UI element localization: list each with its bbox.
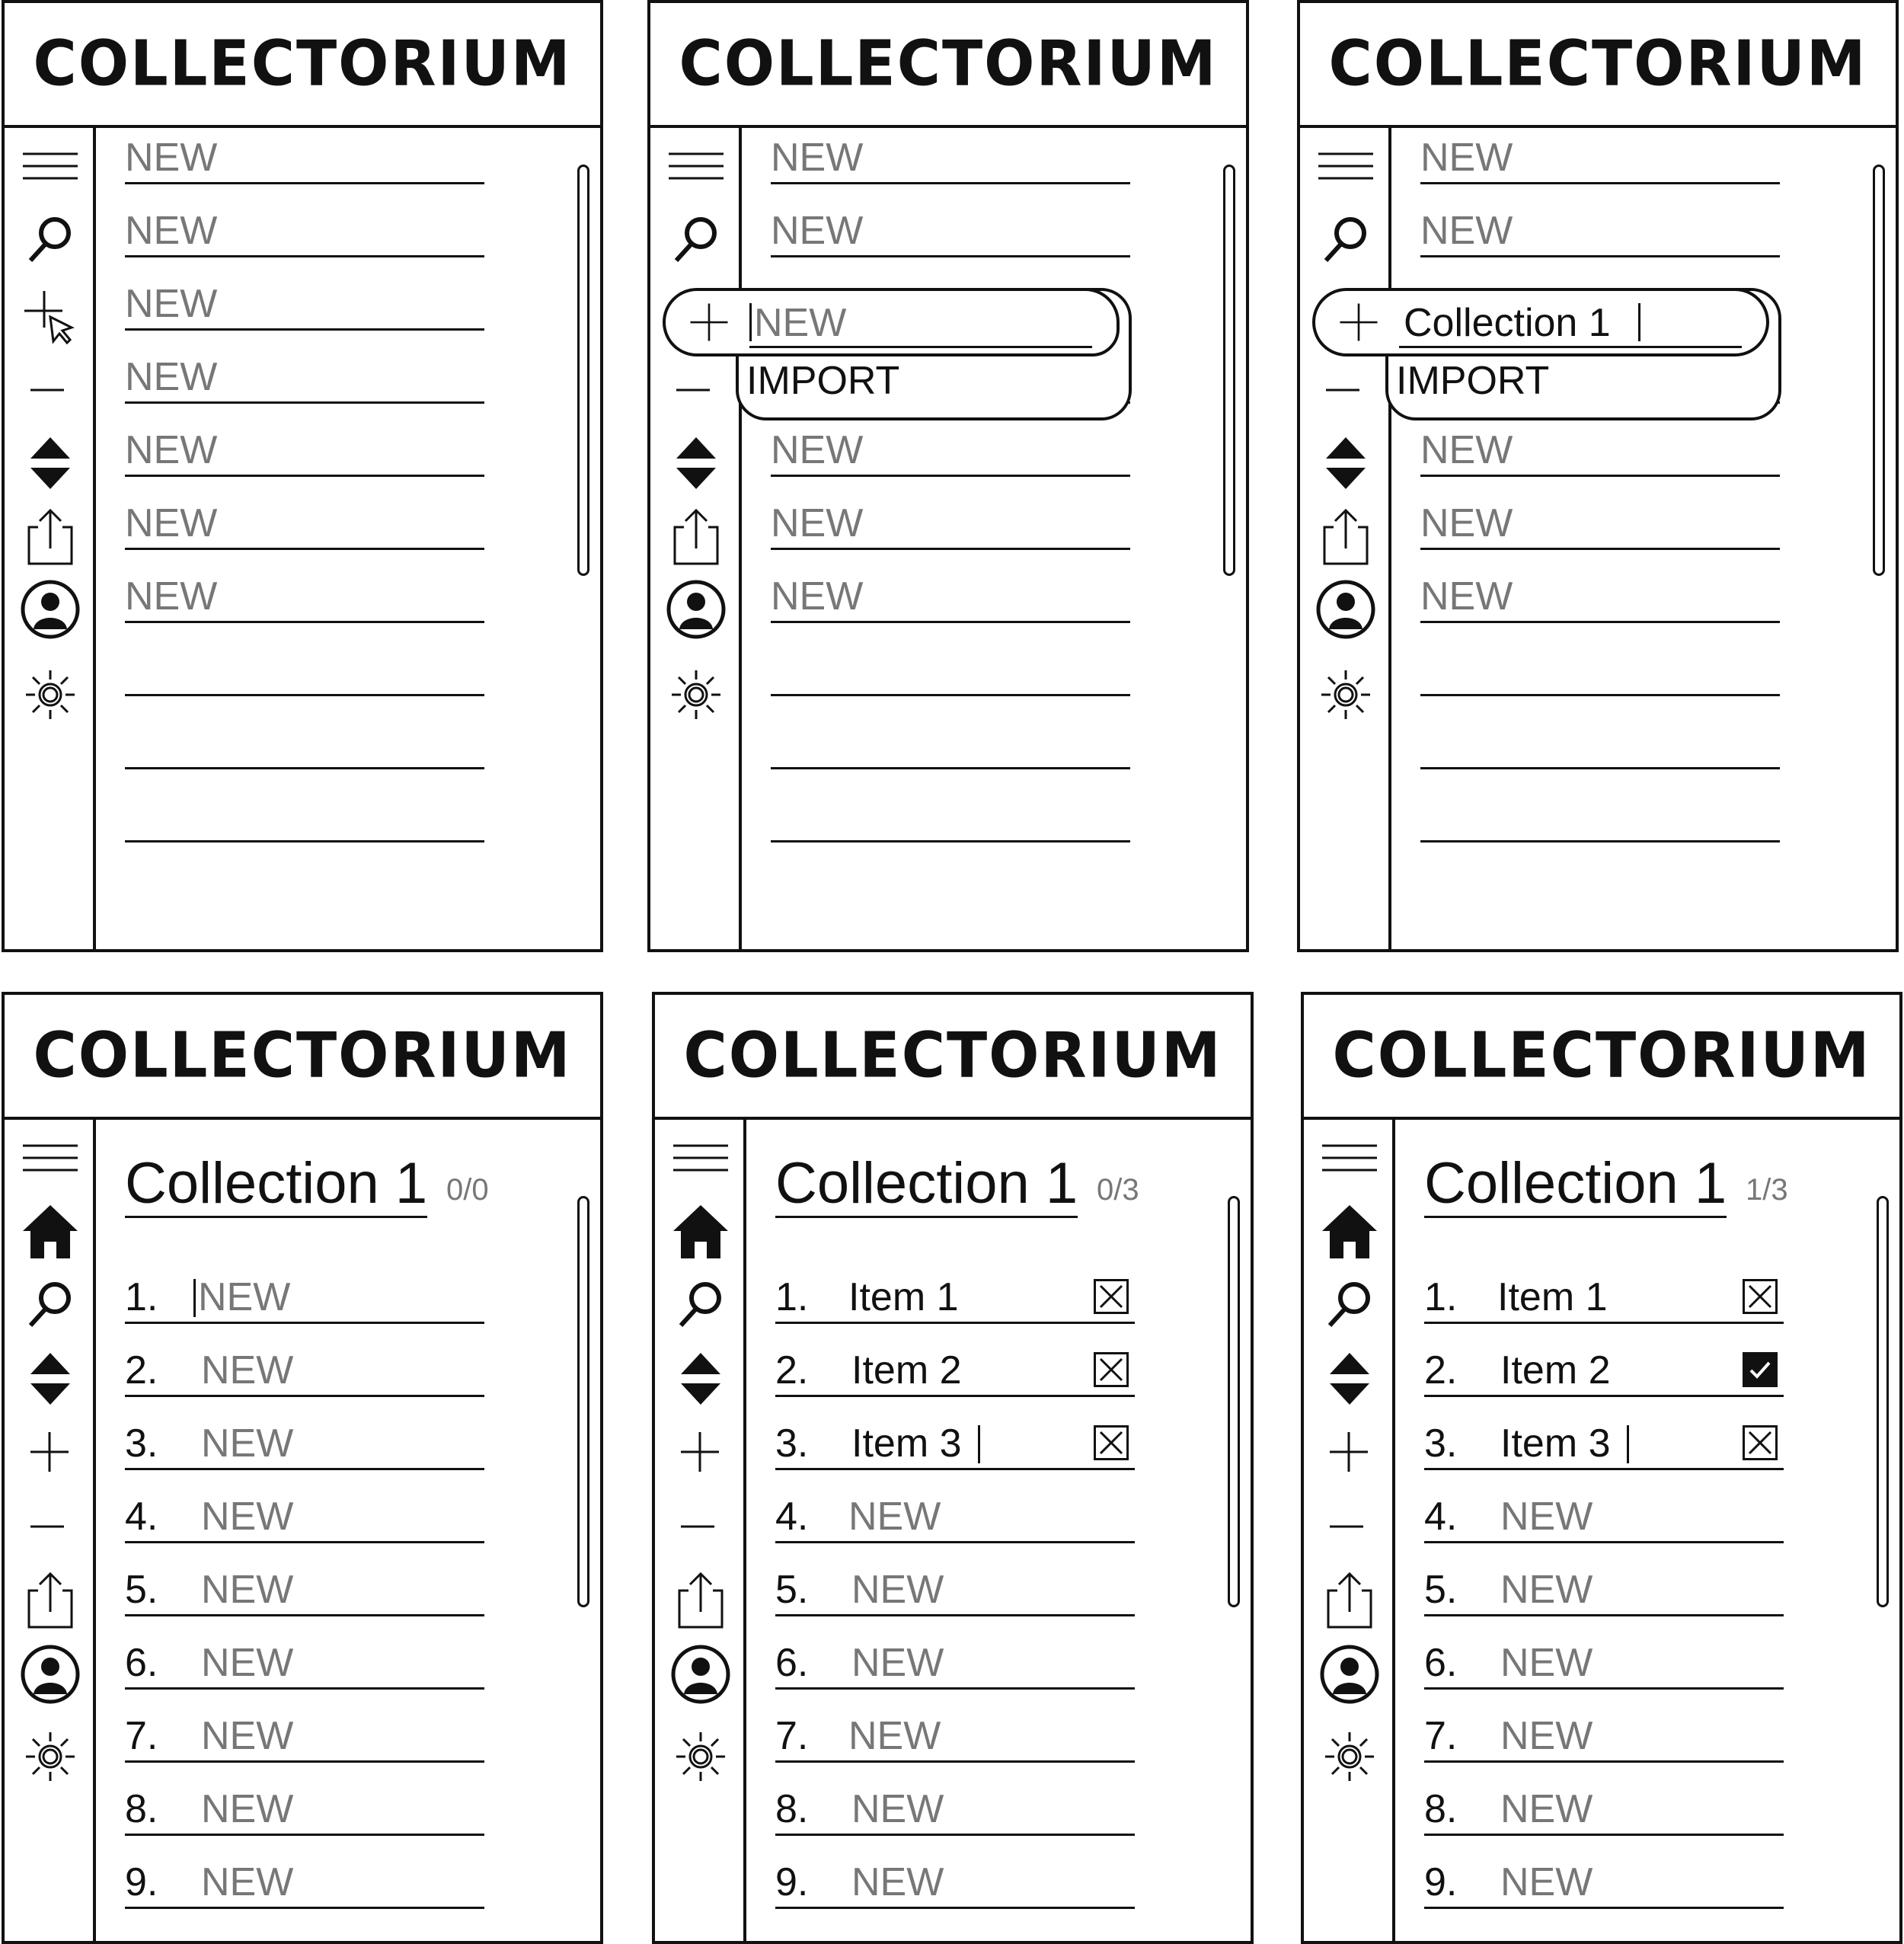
search-icon[interactable]	[18, 1275, 82, 1336]
item-number: 5.	[125, 1568, 158, 1612]
list-item[interactable]	[1424, 1277, 1784, 1324]
settings-icon[interactable]	[18, 664, 82, 725]
list-item[interactable]	[1424, 1715, 1784, 1763]
list-item-empty[interactable]	[125, 722, 484, 769]
scrollbar[interactable]	[1223, 165, 1235, 576]
text-caret	[749, 303, 752, 341]
item-number: 2.	[1424, 1348, 1458, 1392]
list-item[interactable]	[775, 1496, 1135, 1543]
item-label: NEW	[201, 1714, 294, 1758]
text-caret	[193, 1279, 196, 1317]
text-caret	[1627, 1425, 1629, 1463]
home-icon[interactable]	[669, 1201, 733, 1261]
screen-4	[2, 992, 603, 1944]
sort-icon[interactable]	[669, 1348, 733, 1409]
app-title: COLLECTORIUM	[33, 27, 572, 101]
add-menu-new-row[interactable]	[1312, 288, 1769, 357]
item-label: Item 1	[848, 1275, 959, 1319]
item-label: NEW	[201, 1787, 294, 1831]
text-caret	[1638, 303, 1640, 341]
list-item[interactable]	[1420, 576, 1780, 623]
profile-icon[interactable]	[664, 579, 728, 640]
remove-icon[interactable]	[18, 1496, 82, 1557]
share-icon[interactable]	[669, 1569, 733, 1630]
menu-icon[interactable]	[664, 139, 728, 200]
item-label: NEW	[201, 1495, 294, 1539]
item-number: 7.	[125, 1714, 158, 1758]
text-caret	[978, 1425, 980, 1463]
item-number: 7.	[1424, 1714, 1458, 1758]
new-collection-input[interactable]	[1399, 293, 1742, 348]
list-item[interactable]	[775, 1862, 1135, 1909]
home-icon[interactable]	[1318, 1201, 1382, 1261]
app-header	[1300, 3, 1896, 128]
list-item[interactable]	[125, 1789, 484, 1836]
add-menu-new-row[interactable]	[663, 288, 1120, 357]
search-icon[interactable]	[18, 210, 82, 271]
item-label: NEW	[1420, 574, 1513, 619]
list-item[interactable]	[771, 503, 1130, 550]
profile-icon[interactable]	[1314, 579, 1378, 640]
screen-5	[652, 992, 1254, 1944]
item-label: NEW	[848, 1714, 941, 1758]
item-label: NEW	[125, 355, 218, 399]
list-item[interactable]	[775, 1569, 1135, 1616]
item-label: NEW	[1420, 501, 1513, 545]
checkbox-checked-icon[interactable]	[1743, 1352, 1778, 1387]
item-label: NEW	[771, 209, 864, 253]
collection-progress-count: 1/3	[1746, 1173, 1788, 1207]
list-item[interactable]	[125, 1423, 484, 1470]
remove-icon[interactable]	[664, 360, 728, 420]
list-item[interactable]	[125, 503, 484, 550]
share-icon[interactable]	[1314, 506, 1378, 567]
menu-icon[interactable]	[1318, 1130, 1382, 1191]
item-number: 6.	[775, 1641, 809, 1685]
collection-view	[1398, 1120, 1899, 1941]
item-label: NEW	[1500, 1568, 1593, 1612]
list-item-empty[interactable]	[771, 795, 1130, 843]
share-icon[interactable]	[18, 506, 82, 567]
list-item[interactable]	[1424, 1862, 1784, 1909]
item-label: NEW	[125, 574, 218, 619]
item-label: Item 3	[1500, 1421, 1611, 1466]
app-title: COLLECTORIUM	[1332, 1019, 1871, 1092]
collection-title[interactable]: Collection 1	[1424, 1155, 1727, 1218]
item-label: NEW	[1500, 1860, 1593, 1904]
app-title: COLLECTORIUM	[1328, 27, 1867, 101]
item-number: 5.	[1424, 1568, 1458, 1612]
item-label: NEW	[848, 1495, 941, 1539]
new-collection-input[interactable]	[749, 293, 1092, 348]
app-header	[5, 3, 600, 128]
list-item-empty[interactable]	[1420, 649, 1780, 696]
app-header	[650, 3, 1246, 128]
home-icon[interactable]	[18, 1201, 82, 1261]
list-item[interactable]	[1420, 430, 1780, 477]
screen-1	[2, 0, 603, 952]
item-label: NEW	[201, 1641, 294, 1685]
item-label: NEW	[1420, 209, 1513, 253]
list-item[interactable]	[1424, 1789, 1784, 1836]
list-item[interactable]	[125, 1350, 484, 1397]
share-icon[interactable]	[1318, 1569, 1382, 1630]
item-label: NEW	[771, 136, 864, 180]
collection-view	[99, 1120, 600, 1941]
item-number: 4.	[775, 1495, 809, 1539]
list-item-empty[interactable]	[771, 722, 1130, 769]
item-label: NEW	[1420, 428, 1513, 472]
collections-list	[99, 128, 600, 949]
search-icon[interactable]	[1314, 210, 1378, 271]
item-label: NEW	[198, 1275, 291, 1319]
item-number: 8.	[1424, 1787, 1458, 1831]
scrollbar[interactable]	[1873, 165, 1885, 576]
list-item[interactable]	[1424, 1496, 1784, 1543]
item-number: 9.	[775, 1860, 809, 1904]
item-label: NEW	[771, 501, 864, 545]
list-item[interactable]	[775, 1642, 1135, 1690]
item-label: NEW	[201, 1348, 294, 1392]
settings-icon[interactable]	[664, 664, 728, 725]
collection-progress-count: 0/0	[446, 1173, 489, 1207]
scrollbar[interactable]	[1228, 1196, 1240, 1607]
list-item-empty[interactable]	[125, 649, 484, 696]
item-number: 8.	[775, 1787, 809, 1831]
item-label: Item 2	[851, 1348, 962, 1392]
item-label: NEW	[851, 1787, 944, 1831]
list-item[interactable]	[125, 1862, 484, 1909]
sort-icon[interactable]	[1314, 433, 1378, 494]
remove-icon[interactable]	[1314, 360, 1378, 420]
list-item[interactable]	[1424, 1569, 1784, 1616]
list-item[interactable]	[125, 137, 484, 184]
sidebar	[5, 128, 96, 949]
item-label: NEW	[1500, 1495, 1593, 1539]
item-label: NEW	[201, 1421, 294, 1466]
cursor-icon	[50, 317, 72, 343]
menu-icon[interactable]	[18, 1130, 82, 1191]
list-item-empty[interactable]	[1420, 722, 1780, 769]
sort-icon[interactable]	[18, 433, 82, 494]
profile-icon[interactable]	[18, 579, 82, 640]
item-number: 1.	[125, 1275, 158, 1319]
item-label: NEW	[125, 136, 218, 180]
list-item[interactable]	[775, 1277, 1135, 1324]
item-number: 6.	[1424, 1641, 1458, 1685]
list-item[interactable]	[1420, 503, 1780, 550]
list-item[interactable]	[771, 210, 1130, 257]
item-label: NEW	[1500, 1641, 1593, 1685]
list-item[interactable]	[775, 1423, 1135, 1470]
item-number: 1.	[1424, 1275, 1458, 1319]
item-number: 9.	[125, 1860, 158, 1904]
list-item-empty[interactable]	[771, 649, 1130, 696]
menu-icon[interactable]	[669, 1130, 733, 1191]
checkbox-unchecked-icon[interactable]	[1094, 1425, 1129, 1460]
list-item[interactable]	[125, 576, 484, 623]
menu-icon[interactable]	[1314, 139, 1378, 200]
list-item[interactable]	[775, 1350, 1135, 1397]
list-item[interactable]	[125, 1642, 484, 1690]
list-item[interactable]	[125, 1715, 484, 1763]
collections-list	[1394, 128, 1896, 949]
list-item[interactable]	[125, 1496, 484, 1543]
list-item[interactable]	[1424, 1642, 1784, 1690]
share-icon[interactable]	[18, 1569, 82, 1630]
list-item[interactable]	[125, 1277, 484, 1324]
sidebar	[655, 1120, 746, 1941]
add-icon[interactable]	[18, 285, 82, 346]
list-item[interactable]	[125, 357, 484, 404]
app-title: COLLECTORIUM	[679, 27, 1218, 101]
screen-2	[647, 0, 1249, 952]
list-item-empty[interactable]	[125, 795, 484, 843]
item-label: NEW	[125, 428, 218, 472]
share-icon[interactable]	[664, 506, 728, 567]
app-header	[655, 995, 1251, 1120]
add-icon[interactable]	[18, 1421, 82, 1482]
item-label: NEW	[1500, 1787, 1593, 1831]
remove-icon[interactable]	[669, 1496, 733, 1557]
settings-icon[interactable]	[1314, 664, 1378, 725]
item-label: Item 2	[1500, 1348, 1611, 1392]
sidebar	[650, 128, 742, 949]
item-number: 6.	[125, 1641, 158, 1685]
item-number: 3.	[125, 1421, 158, 1466]
item-label: Item 3	[851, 1421, 962, 1466]
screen-3	[1297, 0, 1899, 952]
item-number: 4.	[125, 1495, 158, 1539]
item-number: 4.	[1424, 1495, 1458, 1539]
list-item[interactable]	[775, 1715, 1135, 1763]
collections-list	[745, 128, 1246, 949]
settings-icon[interactable]	[669, 1726, 733, 1787]
search-icon[interactable]	[669, 1275, 733, 1336]
sidebar	[1304, 1120, 1395, 1941]
checkbox-unchecked-icon[interactable]	[1094, 1279, 1129, 1314]
item-label: NEW	[771, 428, 864, 472]
list-item[interactable]	[1424, 1350, 1784, 1397]
list-item[interactable]	[125, 210, 484, 257]
collection-title[interactable]: Collection 1	[125, 1155, 427, 1218]
list-item[interactable]	[125, 1569, 484, 1616]
scrollbar[interactable]	[1877, 1196, 1889, 1607]
sort-icon[interactable]	[18, 1348, 82, 1409]
item-number: 3.	[1424, 1421, 1458, 1466]
item-label: NEW	[851, 1568, 944, 1612]
app-header	[5, 995, 600, 1120]
collection-progress-count: 0/3	[1097, 1173, 1139, 1207]
remove-icon[interactable]	[18, 360, 82, 420]
scrollbar[interactable]	[577, 1196, 589, 1607]
app-title: COLLECTORIUM	[683, 1019, 1222, 1092]
list-item[interactable]	[775, 1789, 1135, 1836]
item-number: 5.	[775, 1568, 809, 1612]
list-item[interactable]	[771, 430, 1130, 477]
item-number: 2.	[775, 1348, 809, 1392]
item-number: 9.	[1424, 1860, 1458, 1904]
collection-title[interactable]: Collection 1	[775, 1155, 1078, 1218]
new-placeholder: NEW	[754, 301, 847, 345]
typed-collection-name: Collection 1	[1404, 301, 1611, 345]
import-menu-item[interactable]: IMPORT	[746, 359, 900, 403]
list-item[interactable]	[1420, 137, 1780, 184]
import-menu-item[interactable]: IMPORT	[1396, 359, 1550, 403]
scrollbar[interactable]	[577, 165, 589, 576]
add-icon	[1332, 296, 1385, 349]
list-item[interactable]	[125, 283, 484, 331]
remove-icon[interactable]	[1318, 1496, 1382, 1557]
sort-icon[interactable]	[1318, 1348, 1382, 1409]
list-item[interactable]	[771, 576, 1130, 623]
search-icon[interactable]	[664, 210, 728, 271]
item-label: NEW	[125, 501, 218, 545]
list-item[interactable]	[125, 430, 484, 477]
menu-icon[interactable]	[18, 139, 82, 200]
profile-icon[interactable]	[669, 1644, 733, 1705]
item-number: 2.	[125, 1348, 158, 1392]
settings-icon[interactable]	[18, 1726, 82, 1787]
item-number: 8.	[125, 1787, 158, 1831]
profile-icon[interactable]	[18, 1644, 82, 1705]
checkbox-unchecked-icon[interactable]	[1094, 1352, 1129, 1387]
app-header	[1304, 995, 1899, 1120]
item-label: NEW	[771, 574, 864, 619]
item-number: 3.	[775, 1421, 809, 1466]
item-label: Item 1	[1497, 1275, 1608, 1319]
list-item[interactable]	[1420, 210, 1780, 257]
profile-icon[interactable]	[1318, 1644, 1382, 1705]
add-icon	[682, 296, 736, 349]
sidebar	[5, 1120, 96, 1941]
item-label: NEW	[1420, 136, 1513, 180]
search-icon[interactable]	[1318, 1275, 1382, 1336]
settings-icon[interactable]	[1318, 1726, 1382, 1787]
item-label: NEW	[201, 1860, 294, 1904]
add-icon[interactable]	[669, 1421, 733, 1482]
item-label: NEW	[851, 1860, 944, 1904]
screen-6	[1301, 992, 1902, 1944]
list-item-empty[interactable]	[1420, 795, 1780, 843]
collection-view	[749, 1120, 1251, 1941]
item-label: NEW	[851, 1641, 944, 1685]
list-item[interactable]	[1424, 1423, 1784, 1470]
list-item[interactable]	[771, 137, 1130, 184]
sidebar	[1300, 128, 1391, 949]
item-label: NEW	[125, 209, 218, 253]
app-title: COLLECTORIUM	[33, 1019, 572, 1092]
item-label: NEW	[125, 282, 218, 326]
sort-icon[interactable]	[664, 433, 728, 494]
item-number: 7.	[775, 1714, 809, 1758]
item-number: 1.	[775, 1275, 809, 1319]
add-icon[interactable]	[1318, 1421, 1382, 1482]
checkbox-unchecked-icon[interactable]	[1743, 1425, 1778, 1460]
item-label: NEW	[201, 1568, 294, 1612]
item-label: NEW	[1500, 1714, 1593, 1758]
checkbox-unchecked-icon[interactable]	[1743, 1279, 1778, 1314]
